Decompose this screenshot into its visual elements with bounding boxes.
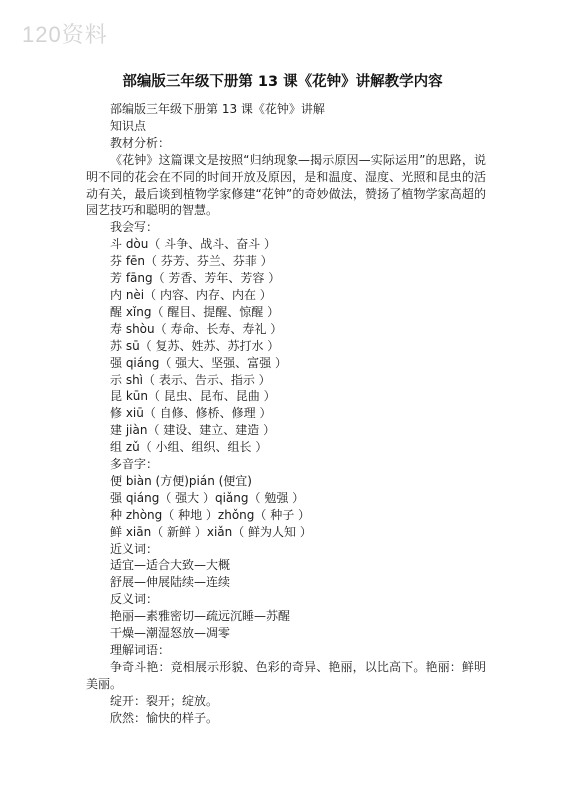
polyphone-item: 种 zhòng（ 种地 ）zhǒng（ 种子 ）: [110, 507, 311, 522]
writing-item: 修 xiū（ 自修、修桥、修理 ）: [110, 406, 272, 421]
writing-item: 斗 dòu（ 斗争、战斗、奋斗 ）: [110, 237, 277, 252]
writing-item: 醒 xǐng（ 醒目、提醒、惊醒 ）: [110, 304, 280, 319]
writing-item: 建 jiàn（ 建设、建立、建造 ）: [110, 423, 276, 438]
knowledge-heading: 知识点: [110, 118, 147, 133]
synonym-heading: 近义词：: [110, 541, 159, 556]
writing-item: 苏 sū（ 复苏、姓苏、苏打水 ）: [110, 338, 280, 353]
antonym-item: 艳丽—素雅密切—疏远沉睡—苏醒: [110, 609, 291, 624]
analysis-heading: 教材分析：: [110, 135, 171, 150]
document-body: [86, 101, 486, 727]
writing-item: 内 nèi（ 内容、内存、内在 ）: [110, 287, 272, 302]
polyphone-item: 强 qiáng（ 强大 ）qiǎng（ 勉强 ）: [110, 490, 305, 505]
polyphone-item: 鲜 xiān（ 新鲜 ）xiǎn（ 鲜为人知 ）: [110, 524, 312, 539]
vocabulary-item: 欣然：愉快的样子。: [110, 710, 219, 725]
synonym-item: 舒展—伸展陆续—连续: [110, 575, 231, 590]
writing-heading: 我会写：: [110, 220, 159, 235]
antonym-heading: 反义词：: [110, 592, 159, 607]
document-title: 部编版三年级下册第 13 课《花钟》讲解教学内容: [122, 74, 443, 90]
vocabulary-heading: 理解词语：: [110, 643, 171, 657]
writing-item: 芳 fāng（ 芳香、芳年、芳容 ）: [110, 271, 281, 286]
synonym-item: 适宜—适合大致—大概: [110, 558, 231, 573]
writing-item: 强 qiáng（ 强大、坚强、富强 ）: [110, 355, 287, 370]
analysis-paragraph: 《花钟》这篇课文是按照“归纳现象—揭示原因—实际运用”的思路，说明不同的花会在不同的时间开放及原因，是和温度、湿度、光照和昆虫的活动有关，最后谈到植物学家修建“花钟”的奇妙做法，赞扬了植物学家高超的园艺技巧和聪明的智慧。: [86, 152, 486, 218]
vocabulary-item: 绽开：裂开；绽放。: [110, 693, 219, 708]
writing-item: 示 shì（ 表示、告示、指示 ）: [110, 372, 271, 387]
writing-item: 组 zǔ（ 小组、组织、组长 ）: [110, 440, 268, 455]
vocabulary-paragraph: 争奇斗艳：竞相展示形貌、色彩的奇异、艳丽，以比高下。艳丽：鲜明美丽。: [86, 659, 486, 691]
writing-item: 寿 shòu（ 寿命、长寿、寿礼 ）: [110, 321, 283, 336]
antonym-item: 干燥—潮湿怒放—凋零: [110, 626, 231, 641]
subtitle-line: 部编版三年级下册第 13 课《花钟》讲解: [110, 102, 325, 116]
polyphone-item: 便 biàn (方便)pián (便宜): [110, 473, 252, 488]
writing-item: 昆 kūn（ 昆虫、昆布、昆曲 ）: [110, 389, 276, 404]
writing-item: 芬 fēn（ 芬芳、芬兰、芬菲 ）: [110, 254, 273, 269]
polyphone-heading: 多音字：: [110, 457, 159, 472]
watermark: 120资料: [22, 22, 108, 47]
